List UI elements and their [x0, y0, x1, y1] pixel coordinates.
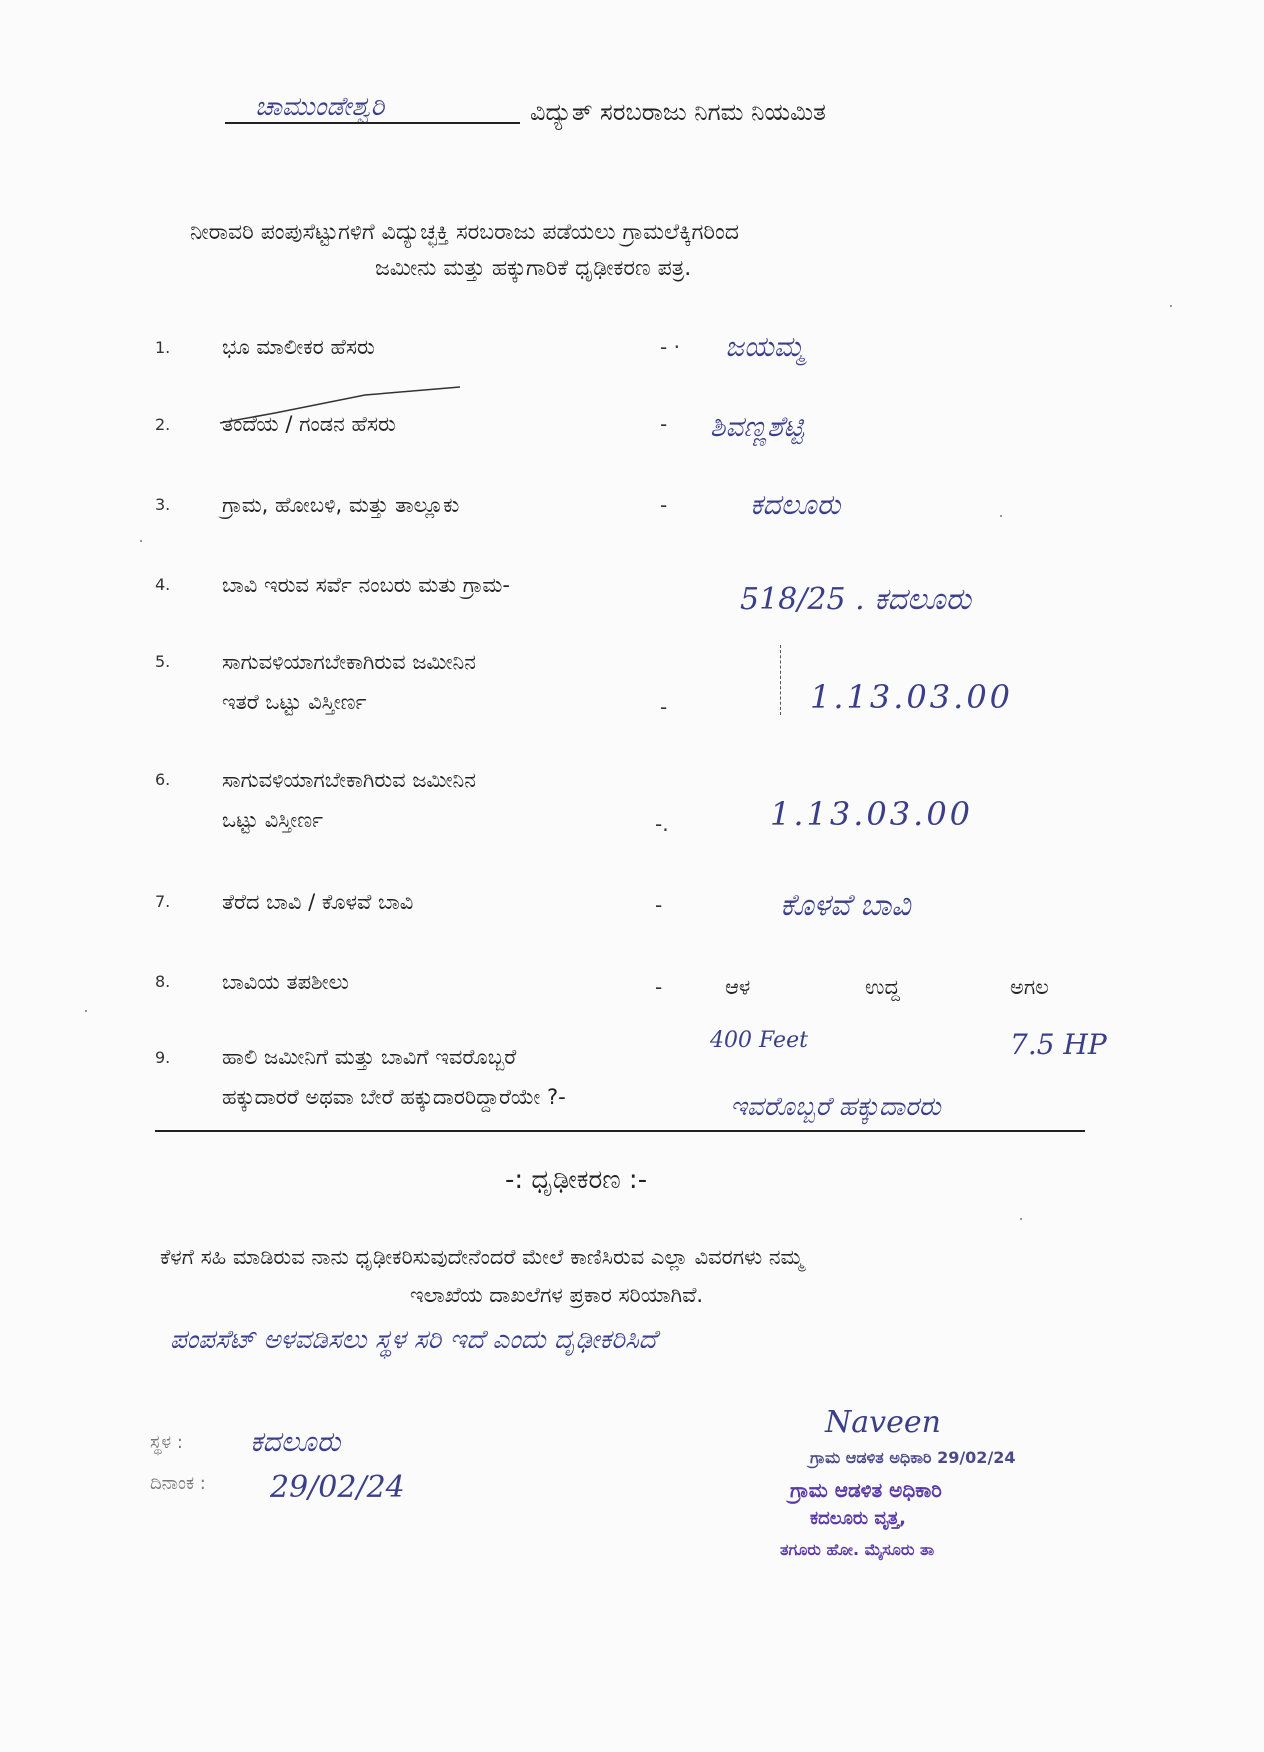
item-7-dash: -: [655, 893, 663, 917]
scan-speck: [1020, 1218, 1022, 1220]
item-6-label-line1: ಸಾಗುವಳಿಯಾಗಬೇಕಾಗಿರುವ ಜಮೀನಿನ: [222, 768, 476, 792]
date-value: 29/02/24: [270, 1470, 405, 1505]
item-4-number: 4.: [155, 575, 171, 594]
item-3-number: 3.: [155, 495, 171, 514]
stamp-line-3: ತಗೂರು ಹೋ. ಮೈಸೂರು ತಾ: [780, 1540, 935, 1559]
scan-speck: [140, 540, 142, 542]
item-1-number: 1.: [155, 338, 171, 357]
pump-hp-value: 7.5 HP: [1010, 1028, 1107, 1061]
item-4-value: 518/25 . ಕದಲೂರು: [740, 582, 972, 617]
certification-heading: -: ಧೃಢೀಕರಣ :-: [505, 1165, 648, 1195]
well-length-header: ಉದ್ದ: [865, 975, 900, 999]
scan-speck: [1000, 515, 1002, 517]
place-value: ಕದಲೂರು: [250, 1425, 341, 1458]
item-7-label: ತೆರೆದ ಬಾವಿ / ಕೊಳವೆ ಬಾವಿ: [222, 890, 414, 914]
item-2-label: ತಂದೆಯ / ಗಂಡನ ಹೆಸರು: [222, 412, 396, 436]
item-7-value: ಕೊಳವೆ ಬಾವಿ: [780, 888, 911, 923]
certification-line2: ಇಲಾಖೆಯ ದಾಖಲೆಗಳ ಪ್ರಕಾರ ಸರಿಯಾಗಿವೆ.: [410, 1283, 704, 1307]
item-5-number: 5.: [155, 652, 171, 671]
strike-mark-icon: [215, 385, 465, 430]
margin-mark: [780, 645, 783, 715]
item-2-number: 2.: [155, 415, 171, 434]
item-9-number: 9.: [155, 1048, 171, 1067]
well-width-header: ಅಗಲ: [1010, 975, 1049, 999]
item-3-value: ಕದಲೂರು: [750, 488, 841, 521]
section-divider: [155, 1130, 1085, 1132]
item-6-number: 6.: [155, 770, 171, 789]
stamp-line-2: ಕದಲೂರು ವೃತ್ತ,: [810, 1508, 906, 1529]
item-8-label: ಬಾವಿಯ ತಪಶೀಲು: [222, 970, 349, 994]
item-6-value: 1.13.03.00: [770, 795, 974, 833]
item-8-dash: -: [655, 975, 663, 999]
well-depth-header: ಆಳ: [725, 975, 751, 999]
place-label: ಸ್ಥಳ :: [150, 1432, 183, 1453]
date-label: ದಿನಾಂಕ :: [150, 1473, 206, 1494]
well-depth-value: 400 Feet: [710, 1028, 808, 1053]
scan-speck: [85, 1010, 87, 1012]
item-6-label-line2: ಒಟ್ಟು ವಿಸ್ತೀರ್ಣ: [222, 808, 323, 832]
item-9-label-line1: ಹಾಲಿ ಜಮೀನಿಗೆ ಮತ್ತು ಬಾವಿಗೆ ಇವರೊಬ್ಬರೆ: [222, 1045, 517, 1069]
officer-signature: Naveen: [825, 1405, 941, 1440]
item-3-label: ಗ್ರಾಮ, ಹೋಬಳಿ, ಮತ್ತು ತಾಲ್ಲೂಕು: [222, 493, 460, 517]
item-5-value: 1.13.03.00: [810, 678, 1014, 716]
item-6-dash: -.: [655, 812, 669, 836]
item-8-number: 8.: [155, 972, 171, 991]
scan-speck: [1170, 305, 1172, 307]
form-title-line2: ಜಮೀನು ಮತ್ತು ಹಕ್ಕುಗಾರಿಕೆ ಧೃಢೀಕರಣ ಪತ್ರ.: [375, 256, 692, 281]
stamp-line-1: ಗ್ರಾಮ ಆಡಳಿತ ಅಧಿಕಾರಿ: [790, 1478, 942, 1502]
item-1-value: ಜಯಮ್ಮ: [725, 330, 805, 363]
item-9-label-line2: ಹಕ್ಕುದಾರರೆ ಅಥವಾ ಬೇರೆ ಹಕ್ಕುದಾರರಿದ್ದಾರೆಯೇ ?-: [222, 1085, 566, 1109]
company-underline: [225, 122, 520, 124]
item-2-value: ಶಿವಣ್ಣಶೆಟ್ಟಿ: [710, 410, 804, 443]
item-1-dash: - ·: [660, 335, 680, 359]
company-name-suffix: ವಿದ್ಯುತ್ ಸರಬರಾಜು ನಿಗಮ ನಿಯಮಿತ: [530, 98, 826, 126]
item-5-dash: -: [660, 695, 668, 719]
item-2-dash: -: [660, 412, 668, 436]
item-7-number: 7.: [155, 892, 171, 911]
form-title-line1: ನೀರಾವರಿ ಪಂಪುಸೆಟ್ಟುಗಳಿಗೆ ವಿದ್ಯುಚ್ಛಕ್ತಿ ಸರಬರಾಜು ಪಡೆಯಲು ಗ್ರಾಮಲೆಕ್ಕಿಗರಿಂದ: [190, 220, 739, 245]
item-5-label-line2: ಇತರೆ ಒಟ್ಟು ವಿಸ್ತೀರ್ಣ: [222, 690, 367, 714]
item-1-label: ಭೂ ಮಾಲೀಕರ ಹೆಸರು: [222, 335, 375, 359]
certification-line1: ಕೆಳಗೆ ಸಹಿ ಮಾಡಿರುವ ನಾನು ಧೃಢೀಕರಿಸುವುದೇನೆಂದರೆ ಮೇಲೆ ಕಾಣಿಸಿರುವ ಎಲ್ಲಾ ವಿವರಗಳು ನಮ್ಮ: [160, 1245, 804, 1269]
company-name-handwritten: ಚಾಮುಂಡೇಶ್ವರಿ: [255, 92, 385, 122]
item-5-label-line1: ಸಾಗುವಳಿಯಾಗಬೇಕಾಗಿರುವ ಜಮೀನಿನ: [222, 650, 476, 674]
item-4-label: ಬಾವಿ ಇರುವ ಸರ್ವೆ ನಂಬರು ಮತು ಗ್ರಾಮ-: [222, 573, 510, 597]
handwritten-note: ಪಂಪಸೆಟ್ ಅಳವಡಿಸಲು ಸ್ಥಳ ಸರಿ ಇದೆ ಎಂದು ದೃಢೀಕರಿಸಿದೆ: [170, 1325, 657, 1355]
item-9-value: ಇವರೊಬ್ಬರೆ ಹಕ್ಕುದಾರರು: [730, 1092, 941, 1122]
stamp-line-0: ಗ್ರಾಮ ಆಡಳಿತ ಅಧಿಕಾರಿ 29/02/24: [810, 1448, 1016, 1467]
item-3-dash: -: [660, 493, 668, 517]
